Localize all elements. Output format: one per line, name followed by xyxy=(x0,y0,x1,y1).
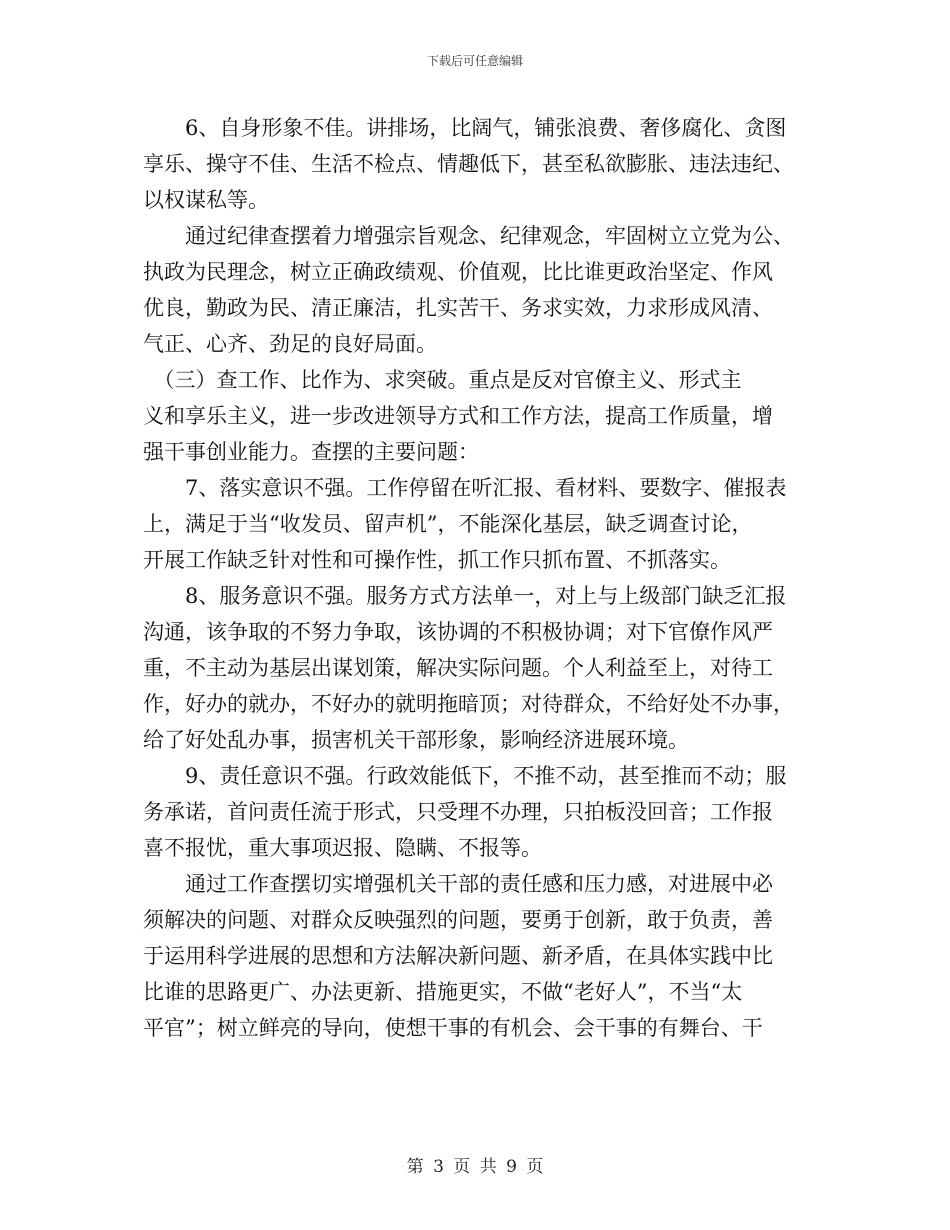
text-line: 通过纪律查摆着力增强宗旨观念、纪律观念，牢固树立立党为公、 xyxy=(143,224,794,248)
text-line: 通过工作查摆切实增强机关干部的责任感和压力感，对进展中必 xyxy=(143,872,773,896)
text-line: 作，好办的就办，不好办的就明拖暗顶；对待群众，不给好处不办事， xyxy=(143,692,794,716)
text-line: 6、自身形象不佳。讲排场，比阔气，铺张浪费、奢侈腐化、贪图 xyxy=(143,116,787,140)
paragraph-item-9 xyxy=(143,758,810,866)
text-line: 须解决的问题、对群众反映强烈的问题，要勇于创新，敢于负责，善 xyxy=(143,908,773,932)
text-line: 义和享乐主义，进一步改进领导方式和工作方法，提高工作质量，增 xyxy=(143,404,773,428)
paragraph-discipline-summary xyxy=(143,218,810,362)
text-line: 给了好处乱办事，损害机关干部形象，影响经济进展环境。 xyxy=(143,728,689,752)
text-line: 比谁的思路更广、办法更新、措施更实，不做“老好人”，不当“太 xyxy=(143,980,743,1004)
text-line: （三）查工作、比作为、求突破。重点是反对官僚主义、形式主 xyxy=(143,368,742,392)
text-line: 7、落实意识不强。工作停留在听汇报、看材料、要数字、催报表 xyxy=(143,476,787,500)
text-line: 重，不主动为基层出谋划策，解决实际问题。个人利益至上，对待工 xyxy=(143,656,773,680)
paragraph-section-three xyxy=(143,362,810,470)
text-line: 务承诺，首问责任流于形式，只受理不办理，只拍板没回音；工作报 xyxy=(143,800,773,824)
paragraph-item-6 xyxy=(143,110,810,218)
paragraph-item-8 xyxy=(143,578,810,758)
text-line: 平官”；树立鲜亮的导向，使想干事的有机会、会干事的有舞台、干 xyxy=(143,1016,763,1040)
text-line: 喜不报忧，重大事项迟报、隐瞒、不报等。 xyxy=(143,836,542,860)
text-line: 执政为民理念，树立正确政绩观、价值观，比比谁更政治坚定、作风 xyxy=(143,260,773,284)
text-line: 开展工作缺乏针对性和可操作性，抓工作只抓布置、不抓落实。 xyxy=(143,548,731,572)
text-line: 沟通，该争取的不努力争取，该协调的不积极协调；对下官僚作风严 xyxy=(143,620,773,644)
page-number: 第 3 页 共 9 页 xyxy=(406,1157,544,1177)
text-line: 优良，勤政为民、清正廉洁，扎实苦干、务求实效，力求形成风清、 xyxy=(143,296,773,320)
text-line: 上，满足于当“收发员、留声机”，不能深化基层，缺乏调查讨论， xyxy=(143,512,753,536)
text-line: 于运用科学进展的思想和方法解决新问题、新矛盾，在具体实践中比 xyxy=(143,944,773,968)
text-line: 8、服务意识不强。服务方式方法单一，对上与上级部门缺乏汇报 xyxy=(143,584,787,608)
document-body xyxy=(143,110,810,1046)
text-line: 享乐、操守不佳、生活不检点、情趣低下，甚至私欲膨胀、违法违纪、 xyxy=(143,152,794,176)
text-line: 9、责任意识不强。行政效能低下，不推不动，甚至推而不动；服 xyxy=(143,764,787,788)
text-line: 气正、心齐、劲足的良好局面。 xyxy=(143,332,437,356)
page-header-note: 下载后可任意编辑 xyxy=(426,54,523,68)
text-line: 以权谋私等。 xyxy=(143,188,269,212)
text-line: 强干事创业能力。查摆的主要问题： xyxy=(143,440,479,464)
paragraph-work-summary xyxy=(143,866,810,1046)
paragraph-item-7 xyxy=(143,470,810,578)
